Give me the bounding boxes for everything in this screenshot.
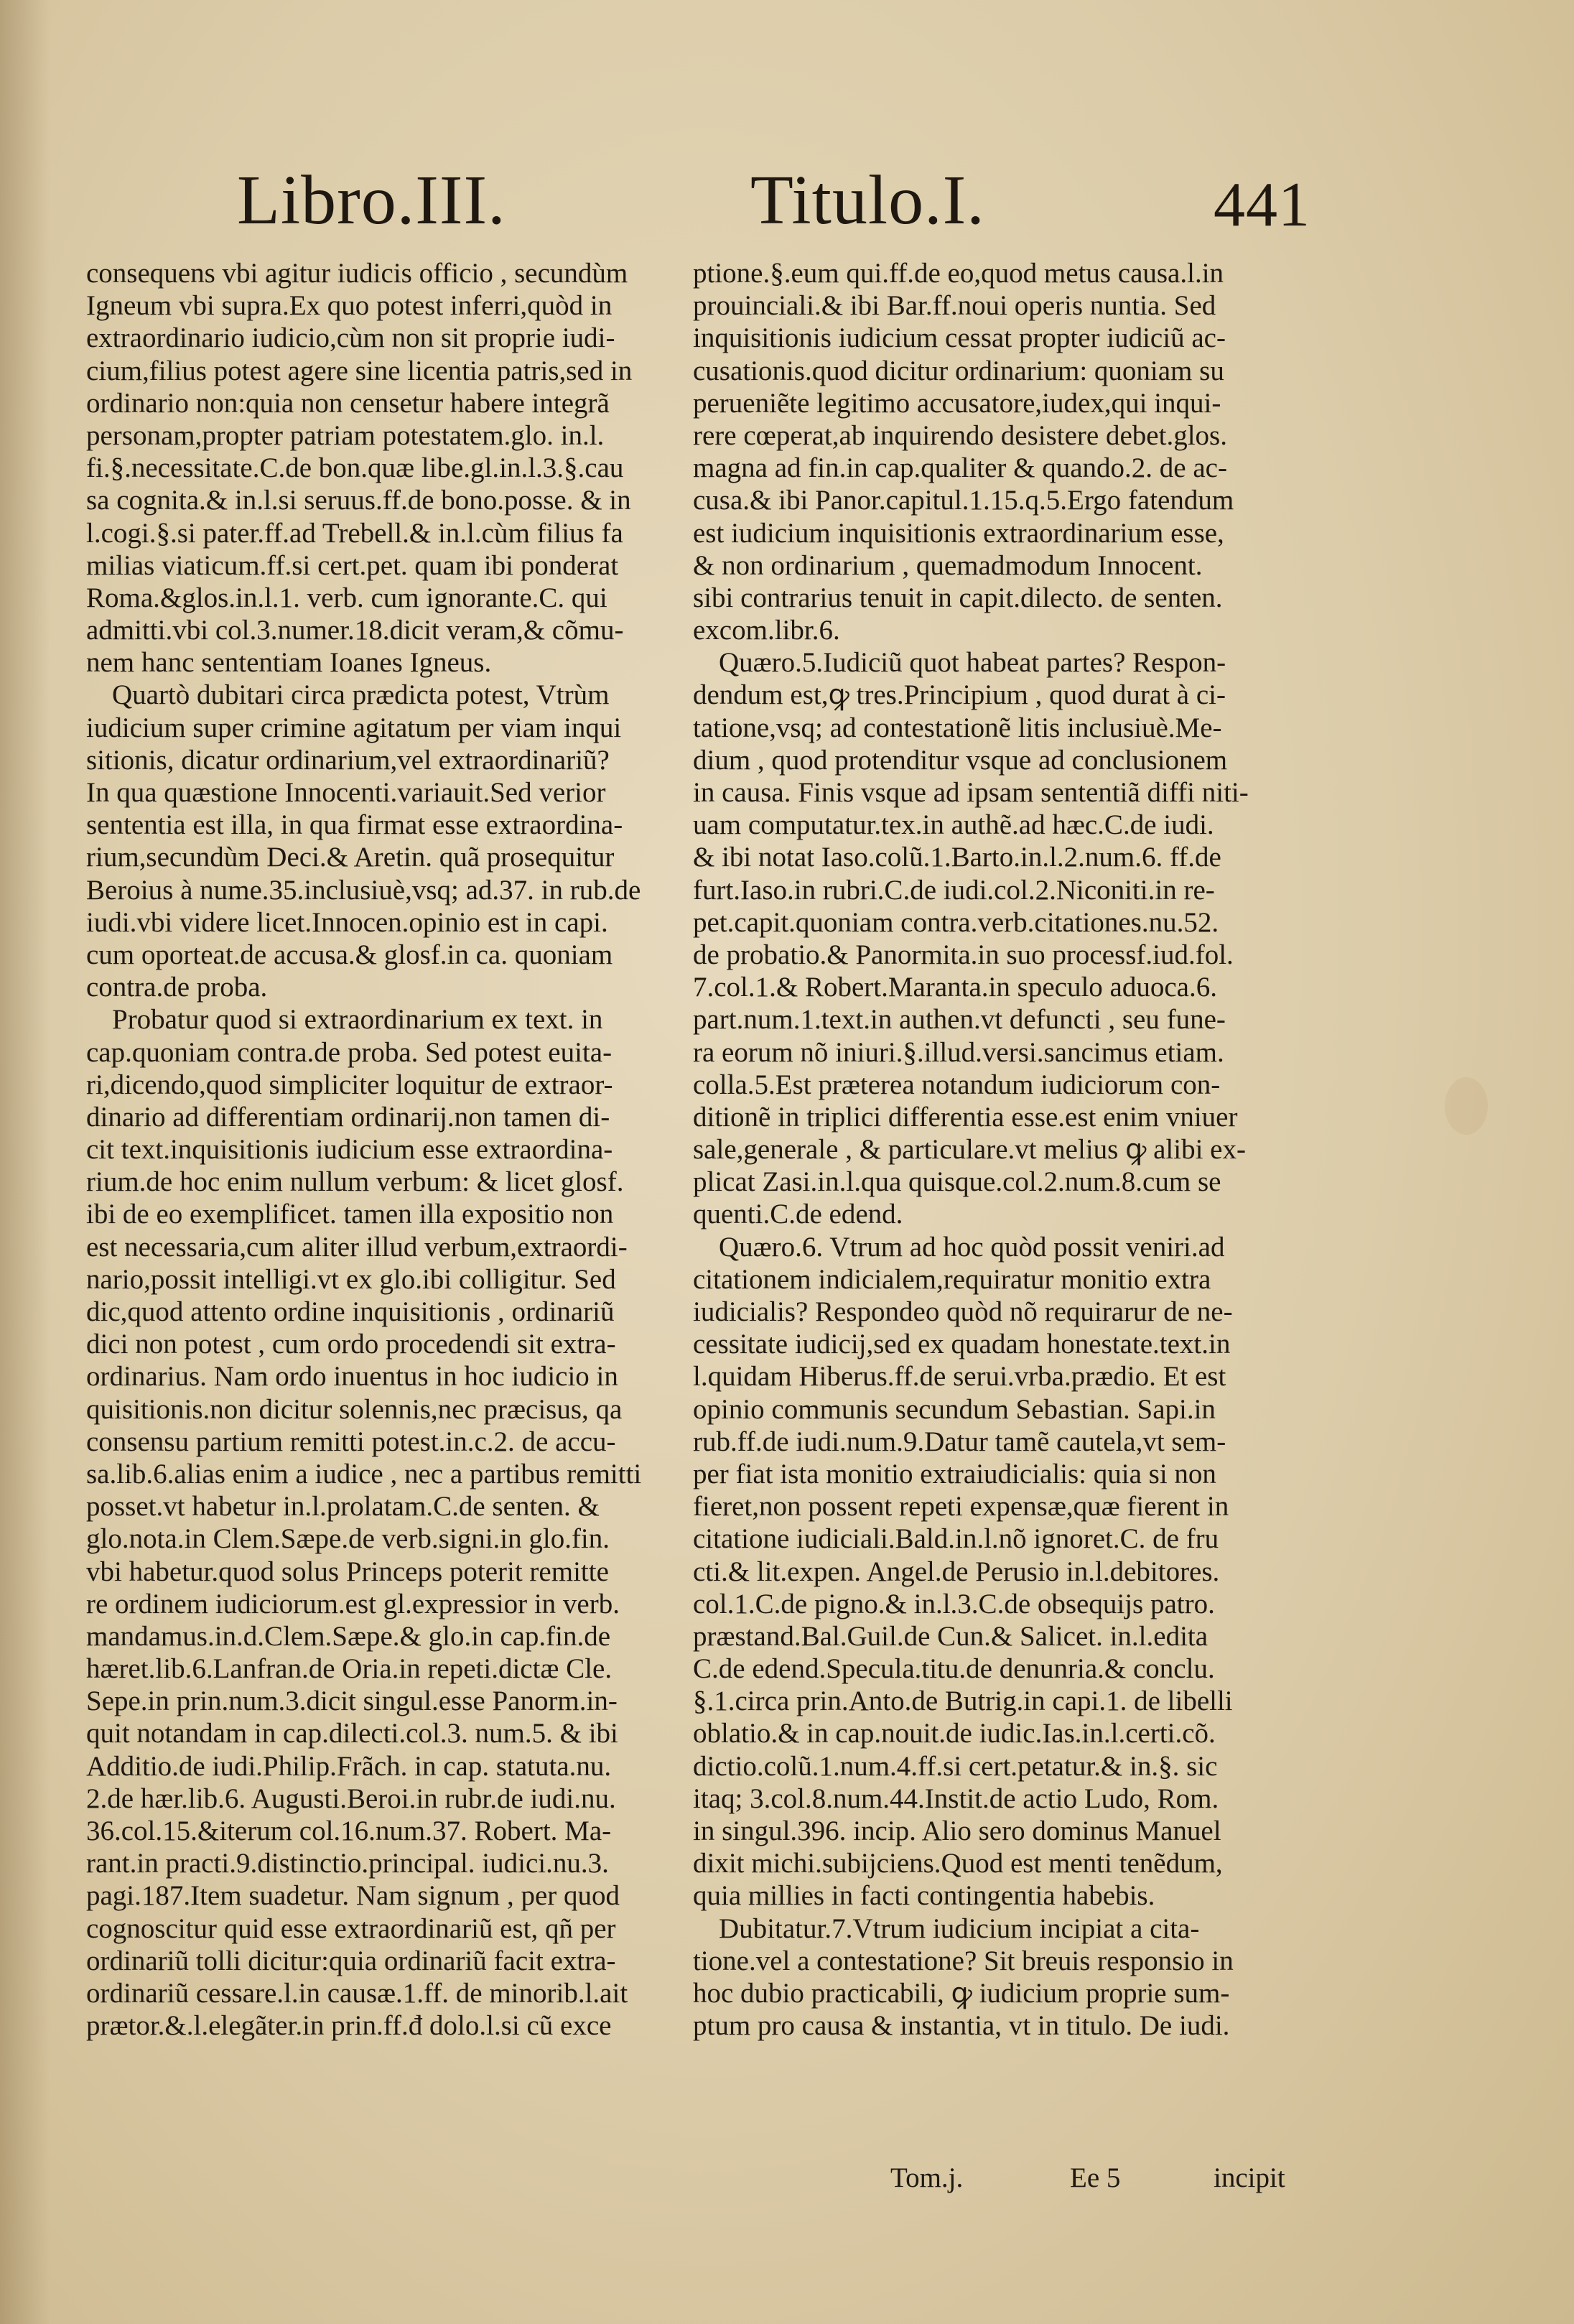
text-line: sale,generale , & particulare.vt melius ꝙ alibi ex- (693, 1134, 1246, 1166)
text-line: quisitionis.non dicitur solennis,nec præcisus, qa (86, 1393, 623, 1425)
text-line: ri,dicendo,quod simpliciter loquitur de extraor- (86, 1069, 613, 1100)
text-line: rium,secundùm Deci.& Aretin. quã prosequitur (86, 842, 615, 873)
text-line: in singul.396. incip. Alio sero dominus Manuel (693, 1816, 1221, 1846)
text-line: uam computatur.tex.in authẽ.ad hæc.C.de iudi. (693, 809, 1214, 841)
text-line: Quæro.5.Iudiciũ quot habeat partes? Respon- (719, 647, 1226, 679)
text-line: nem hanc sententiam Ioanes Igneus. (86, 647, 492, 679)
text-line: nario,possit intelligi.vt ex glo.ibi colligitur. Sed (86, 1263, 616, 1295)
text-line: de probatio.& Panormita.in suo processf.iud.fol. (693, 939, 1234, 970)
text-line: est iudicium inquisitionis extraordinarium esse, (693, 517, 1224, 549)
catchword: incipit (1214, 2162, 1285, 2193)
title-heading: Titulo.I. (750, 162, 985, 239)
text-line: ra eorum nõ iniuri.§.illud.versi.sancimus etiam. (693, 1036, 1224, 1068)
text-line: citatione iudiciali.Bald.in.l.nõ ignoret.C. de fru (693, 1523, 1219, 1555)
text-line: præstand.Bal.Guil.de Cun.& Salicet. in.l.edita (693, 1620, 1209, 1652)
text-line: C.de edend.Specula.titu.de denunria.& conclu. (693, 1653, 1215, 1685)
text-line: consequens vbi agitur iudicis officio , secundùm (86, 258, 628, 289)
text-line: §.1.circa prin.Anto.de Butrig.in capi.1. de libelli (693, 1686, 1233, 1717)
text-line: sibi contrarius tenuit in capit.dilecto. de senten. (693, 582, 1223, 613)
text-line: hæret.lib.6.Lanfran.de Oria.in repeti.dictæ Cle. (86, 1653, 613, 1685)
text-line: 7.col.1.& Robert.Maranta.in speculo aduoca.6. (693, 972, 1217, 1003)
text-line: In qua quæstione Innocenti.variauit.Sed verior (86, 777, 606, 808)
page-number: 441 (1214, 170, 1310, 240)
text-line: pagi.187.Item suadetur. Nam signum , per quod (86, 1880, 620, 1912)
text-line: iudicium super crimine agitatum per viam inqui (86, 712, 622, 743)
text-line: ditionẽ in triplici differentia esse.est enim vniuer (693, 1101, 1238, 1133)
text-line: pet.capit.quoniam contra.verb.citationes.nu.52. (693, 906, 1219, 938)
text-line: cti.& lit.expen. Angel.de Perusio in.l.debitores. (693, 1556, 1220, 1587)
text-line: Probatur quod si extraordinarium ex text. in (112, 1004, 603, 1036)
text-line: per fiat ista monitio extraiudicialis: quia si non (693, 1458, 1216, 1489)
text-line: ordinariũ cessare.l.in causæ.1.ff. de minorib.l.ait (86, 1977, 628, 2009)
volume-mark: Tom.j. (890, 2162, 964, 2193)
running-header (0, 162, 1574, 251)
text-line: cognoscitur quid esse extraordinariũ est, qñ per (86, 1912, 616, 1944)
text-line: part.num.1.text.in authen.vt defuncti , seu fune- (693, 1004, 1226, 1036)
text-line: ordinariũ tolli dicitur:quia ordinariũ facit extra- (86, 1945, 616, 1976)
text-line: itaq; 3.col.8.num.44.Instit.de actio Ludo, Rom. (693, 1782, 1219, 1814)
text-line: & non ordinarium , quemadmodum Innocent. (693, 549, 1203, 581)
text-line: 2.de hær.lib.6. Augusti.Beroi.in rubr.de iudi.nu. (86, 1782, 616, 1814)
text-line: citationem indicialem,requiratur monitio extra (693, 1263, 1211, 1295)
text-line: perueniẽte legitimo accusatore,iudex,qui inqui- (693, 387, 1221, 419)
text-line: iudi.vbi videre licet.Innocen.opinio est in capi. (86, 906, 608, 938)
text-line: dic,quod attento ordine inquisitionis , ordinariũ (86, 1296, 615, 1327)
book-heading: Libro.III. (237, 162, 506, 239)
text-line: colla.5.Est præterea notandum iudiciorum con- (693, 1069, 1221, 1100)
text-line: extraordinario iudicio,cùm non sit proprie iudi- (86, 322, 615, 354)
right-text-column (693, 257, 1310, 2042)
text-line: milias viaticum.ff.si cert.pet. quam ibi ponderat (86, 549, 619, 581)
text-line: sa.lib.6.alias enim a iudice , nec a partibus remitti (86, 1458, 642, 1489)
text-line: furt.Iaso.in rubri.C.de iudi.col.2.Niconiti.in re- (693, 874, 1215, 906)
text-line: Dubitatur.7.Vtrum iudicium incipiat a cita- (719, 1912, 1200, 1944)
text-line: Igneum vbi supra.Ex quo potest inferri,quòd in (86, 290, 613, 322)
text-line: rant.in practi.9.distinctio.principal. iudici.nu.3. (86, 1848, 609, 1879)
text-line: sententia est illa, in qua firmat esse extraordina- (86, 809, 623, 841)
text-line: Roma.&glos.in.l.1. verb. cum ignorante.C. qui (86, 582, 607, 613)
text-line: col.1.C.de pigno.& in.l.3.C.de obsequijs patro. (693, 1588, 1215, 1619)
text-line: vbi habetur.quod solus Princeps poterit remitte (86, 1556, 609, 1587)
left-text-column (86, 257, 697, 2042)
text-line: iudicialis? Respondeo quòd nõ requirarur de ne- (693, 1296, 1233, 1327)
text-line: fi.§.necessitate.C.de bon.quæ libe.gl.in.l.3.§.cau (86, 452, 624, 484)
text-line: Quæro.6. Vtrum ad hoc quòd possit veniri.ad (719, 1231, 1225, 1263)
text-line: in causa. Finis vsque ad ipsam sententiã diffi niti- (693, 777, 1249, 808)
text-line: Sepe.in prin.num.3.dicit singul.esse Panorm.in- (86, 1686, 618, 1717)
signature-mark: Ee 5 (1070, 2162, 1121, 2193)
text-line: sitionis, dicatur ordinarium,vel extraordinariũ? (86, 744, 610, 776)
text-line: inquisitionis iudicium cessat propter iudiciũ ac- (693, 322, 1226, 354)
text-line: ibi de eo exemplificet. tamen illa expositio non (86, 1199, 614, 1230)
text-line: plicat Zasi.in.l.qua quisque.col.2.num.8.cum se (693, 1166, 1221, 1198)
paper-stain (1445, 1077, 1488, 1135)
text-line: cusa.& ibi Panor.capitul.1.15.q.5.Ergo fatendum (693, 485, 1234, 516)
text-line: fieret,non possent repeti expensæ,quæ fierent in (693, 1491, 1229, 1523)
text-line: contra.de proba. (86, 972, 268, 1003)
text-line: dictio.colũ.1.num.4.ff.si cert.petatur.& in.§. sic (693, 1750, 1218, 1782)
text-line: est necessaria,cum aliter illud verbum,extraordi- (86, 1231, 628, 1263)
text-line: dendum est,ꝙ tres.Principium , quod durat à ci- (693, 679, 1226, 711)
text-line: Beroius à nume.35.inclusiuè,vsq; ad.37. in rub.de (86, 874, 641, 906)
text-line: admitti.vbi col.3.numer.18.dicit veram,& cõmu- (86, 615, 624, 646)
spine-shadow (0, 0, 50, 2324)
text-line: tatione,vsq; ad contestationẽ litis inclusiuè.Me- (693, 712, 1222, 743)
text-line: 36.col.15.&iterum col.16.num.37. Robert. Ma- (86, 1816, 612, 1846)
text-line: hoc dubio practicabili, ꝙ iudicium proprie sum- (693, 1977, 1230, 2009)
text-line: re ordinem iudiciorum.est gl.expressior in verb. (86, 1588, 620, 1619)
text-line: rere cœperat,ab inquirendo desistere debet.glos. (693, 419, 1227, 451)
text-line: l.quidam Hiberus.ff.de serui.vrba.prædio. Et est (693, 1361, 1226, 1393)
text-line: tione.vel a contestatione? Sit breuis responsio in (693, 1945, 1234, 1976)
text-line: Additio.de iudi.Philip.Frãch. in cap. statuta.nu. (86, 1750, 612, 1782)
text-line: Quartò dubitari circa prædicta potest, Vtrùm (112, 679, 610, 711)
page-footer (890, 2162, 1321, 2198)
text-line: quenti.C.de edend. (693, 1199, 903, 1230)
text-line: cap.quoniam contra.de proba. Sed potest euita- (86, 1036, 613, 1068)
text-line: personam,propter patriam potestatem.glo. in.l. (86, 419, 605, 451)
text-line: dium , quod protenditur vsque ad conclusionem (693, 744, 1228, 776)
text-line: ordinario non:quia non censetur habere integrã (86, 387, 610, 419)
text-line: glo.nota.in Clem.Sæpe.de verb.signi.in glo.fin. (86, 1523, 610, 1555)
text-line: rium.de hoc enim nullum verbum: & licet glosf. (86, 1166, 624, 1198)
text-line: magna ad fin.in cap.qualiter & quando.2. de ac- (693, 452, 1227, 484)
text-line: excom.libr.6. (693, 615, 840, 646)
text-line: prætor.&.l.elegãter.in prin.ff.đ dolo.l.si cũ exce (86, 2010, 612, 2042)
text-line: sa cognita.& in.l.si seruus.ff.de bono.posse. & in (86, 485, 631, 516)
text-line: posset.vt habetur in.l.prolatam.C.de senten. & (86, 1491, 600, 1523)
text-line: & ibi notat Iaso.colũ.1.Barto.in.l.2.num.6. ff.de (693, 842, 1221, 873)
text-line: quia millies in facti contingentia habebis. (693, 1880, 1155, 1912)
text-line: dinario ad differentiam ordinarij.non tamen di- (86, 1101, 610, 1133)
text-line: consensu partium remitti potest.in.c.2. de accu- (86, 1426, 616, 1457)
text-line: dixit michi.subijciens.Quod est menti tenẽdum, (693, 1848, 1223, 1879)
text-line: opinio communis secundum Sebastian. Sapi.in (693, 1393, 1216, 1425)
text-line: ordinarius. Nam ordo inuentus in hoc iudicio in (86, 1361, 618, 1393)
text-line: cum oporteat.de accusa.& glosf.in ca. quoniam (86, 939, 613, 970)
text-line: ptione.§.eum qui.ff.de eo,quod metus causa.l.in (693, 258, 1224, 289)
text-line: l.cogi.§.si pater.ff.ad Trebell.& in.l.cùm filius fa (86, 517, 623, 549)
text-line: rub.ff.de iudi.num.9.Datur tamẽ cautela,vt sem- (693, 1426, 1226, 1457)
text-line: cit text.inquisitionis iudicium esse extraordina- (86, 1134, 613, 1166)
text-line: prouinciali.& ibi Bar.ff.noui operis nuntia. Sed (693, 290, 1216, 322)
text-line: cusationis.quod dicitur ordinarium: quoniam su (693, 355, 1224, 386)
text-line: ptum pro causa & instantia, vt in titulo. De iudi. (693, 2010, 1230, 2042)
text-line: oblatio.& in cap.nouit.de iudic.Ias.in.l.certi.cõ. (693, 1718, 1216, 1749)
text-line: cessitate iudicij,sed ex quadam honestate.text.in (693, 1329, 1231, 1360)
text-line: quit notandam in cap.dilecti.col.3. num.5. & ibi (86, 1718, 618, 1749)
text-line: cium,filius potest agere sine licentia patris,sed in (86, 355, 633, 386)
text-line: dici non potest , cum ordo procedendi sit extra- (86, 1329, 616, 1360)
text-line: mandamus.in.d.Clem.Sæpe.& glo.in cap.fin.de (86, 1620, 611, 1652)
